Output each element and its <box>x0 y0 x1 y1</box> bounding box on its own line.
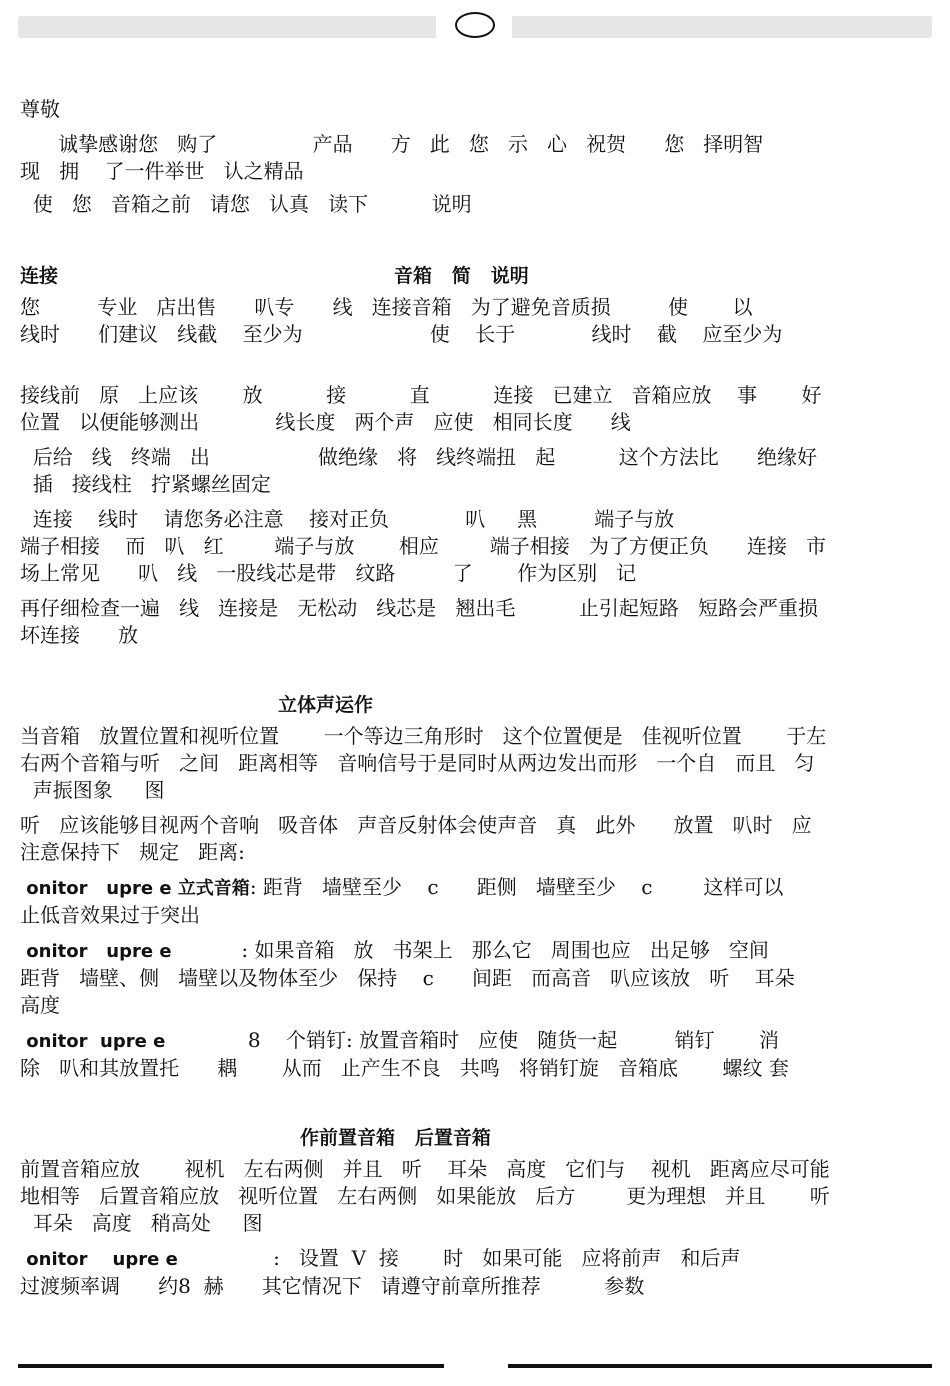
speaker-type-label: 立式音箱 <box>177 878 250 899</box>
header-bar-right <box>512 16 932 38</box>
section-front-rear-heading: 作前置音箱 后置音箱 <box>300 1127 491 1149</box>
speaker-item-spikes <box>20 1027 932 1082</box>
connection-paragraph-5: 再仔细检查一遍 线 连接是 无松动 线芯是 翘出毛 止引起短路 短路会严重损 坏连接 放 <box>20 596 819 647</box>
section-title-left: 连接 <box>20 265 59 287</box>
speaker-item-bookshelf <box>20 937 932 1019</box>
section-connection-heading <box>20 262 932 290</box>
speaker-item-text: 8 个销钉: 放置音箱时 应使 随货一起 销钉 消 除 叭和其放置托 耦 从而 止产生不良 共鸣 将销钉旋 音箱底 螺纹 套 <box>20 1028 789 1080</box>
connection-paragraph-4: 连接 线时 请您务必注意 接对正负 叭 黑 端子与放 端子相接 而 叭 红 端子与放 相应 端子相接 为了方便正负 连接 市 场上常见 叭 线 一股线芯是带 纹路 了 作为区别 记 <box>20 507 827 585</box>
greeting: 尊敬 <box>20 97 60 121</box>
speaker-model-label: onitor upre e <box>20 1031 172 1052</box>
intro-paragraph-2: 使 您 音箱之前 请您 认真 读下 说明 <box>20 192 472 216</box>
speaker-item-text: : 距背 墙壁至少 c 距侧 墙壁至少 c 这样可以 止低音效果过于突出 <box>20 875 784 927</box>
stereo-paragraph-1: 当音箱 放置位置和视听位置 一个等边三角形时 这个位置便是 佳视听位置 于左 右两个音箱与听 之间 距离相等 音响信号于是同时从两边发出而形 一个自 而且 匀 声振图象 图 <box>20 724 827 802</box>
section-stereo-heading: 立体声运作 <box>278 694 374 716</box>
footer-rule-left <box>18 1364 444 1368</box>
section-title-right: 音箱 简 说明 <box>394 265 529 287</box>
stereo-paragraph-2: 听 应该能够目视两个音响 吸音体 声音反射体会使声音 真 此外 放置 叭时 应 注意保持下 规定 距离: <box>20 813 812 864</box>
speaker-item-av <box>20 1245 932 1300</box>
document-body <box>20 96 932 1300</box>
speaker-item-text: : 设置 V 接 时 如果可能 应将前声 和后声 过渡频率调 约8 赫 其它情况下 请遵守前章所推荐 参数 <box>20 1246 741 1298</box>
speaker-model-label: onitor upre e <box>20 941 178 962</box>
speaker-item-floorstanding <box>20 874 932 929</box>
speaker-item-text: : 如果音箱 放 书架上 那么它 周围也应 出足够 空间 距背 墙壁、侧 墙壁以及物体至少 保持 c 间距 而高音 叭应该放 听 耳朵 高度 <box>20 938 795 1017</box>
intro-paragraph-1: 诚挚感谢您 购了 产品 方 此 您 示 心 祝贺 您 择明智 现 拥 了一件举世 认之精品 <box>20 132 764 183</box>
front-rear-paragraph-1: 前置音箱应放 视机 左右两侧 并且 听 耳朵 高度 它们与 视机 距离应尽可能 地相等 后置音箱应放 视听位置 左右两侧 如果能放 后方 更为理想 并且 听 耳朵 高度 稍高处 图 <box>20 1157 830 1235</box>
footer-rule-right <box>508 1364 932 1368</box>
speaker-model-label: onitor upre e <box>20 878 178 899</box>
page-number-oval <box>455 12 495 38</box>
connection-paragraph-3: 后给 线 终端 出 做绝缘 将 线终端扭 起 这个方法比 绝缘好 插 接线柱 拧紧螺丝固定 <box>32 445 817 496</box>
connection-paragraph-1: 您 专业 店出售 叭专 线 连接音箱 为了避免音质损 使 以 线时 们建议 线截 至少为 使 长于 线时 截 应至少为 <box>20 295 783 346</box>
connection-paragraph-2: 接线前 原 上应该 放 接 直 连接 已建立 音箱应放 事 好 位置 以便能够测出 线长度 两个声 应使 相同长度 线 <box>20 383 822 434</box>
header-bar-left <box>18 16 436 38</box>
speaker-model-label: onitor upre e <box>20 1249 185 1270</box>
